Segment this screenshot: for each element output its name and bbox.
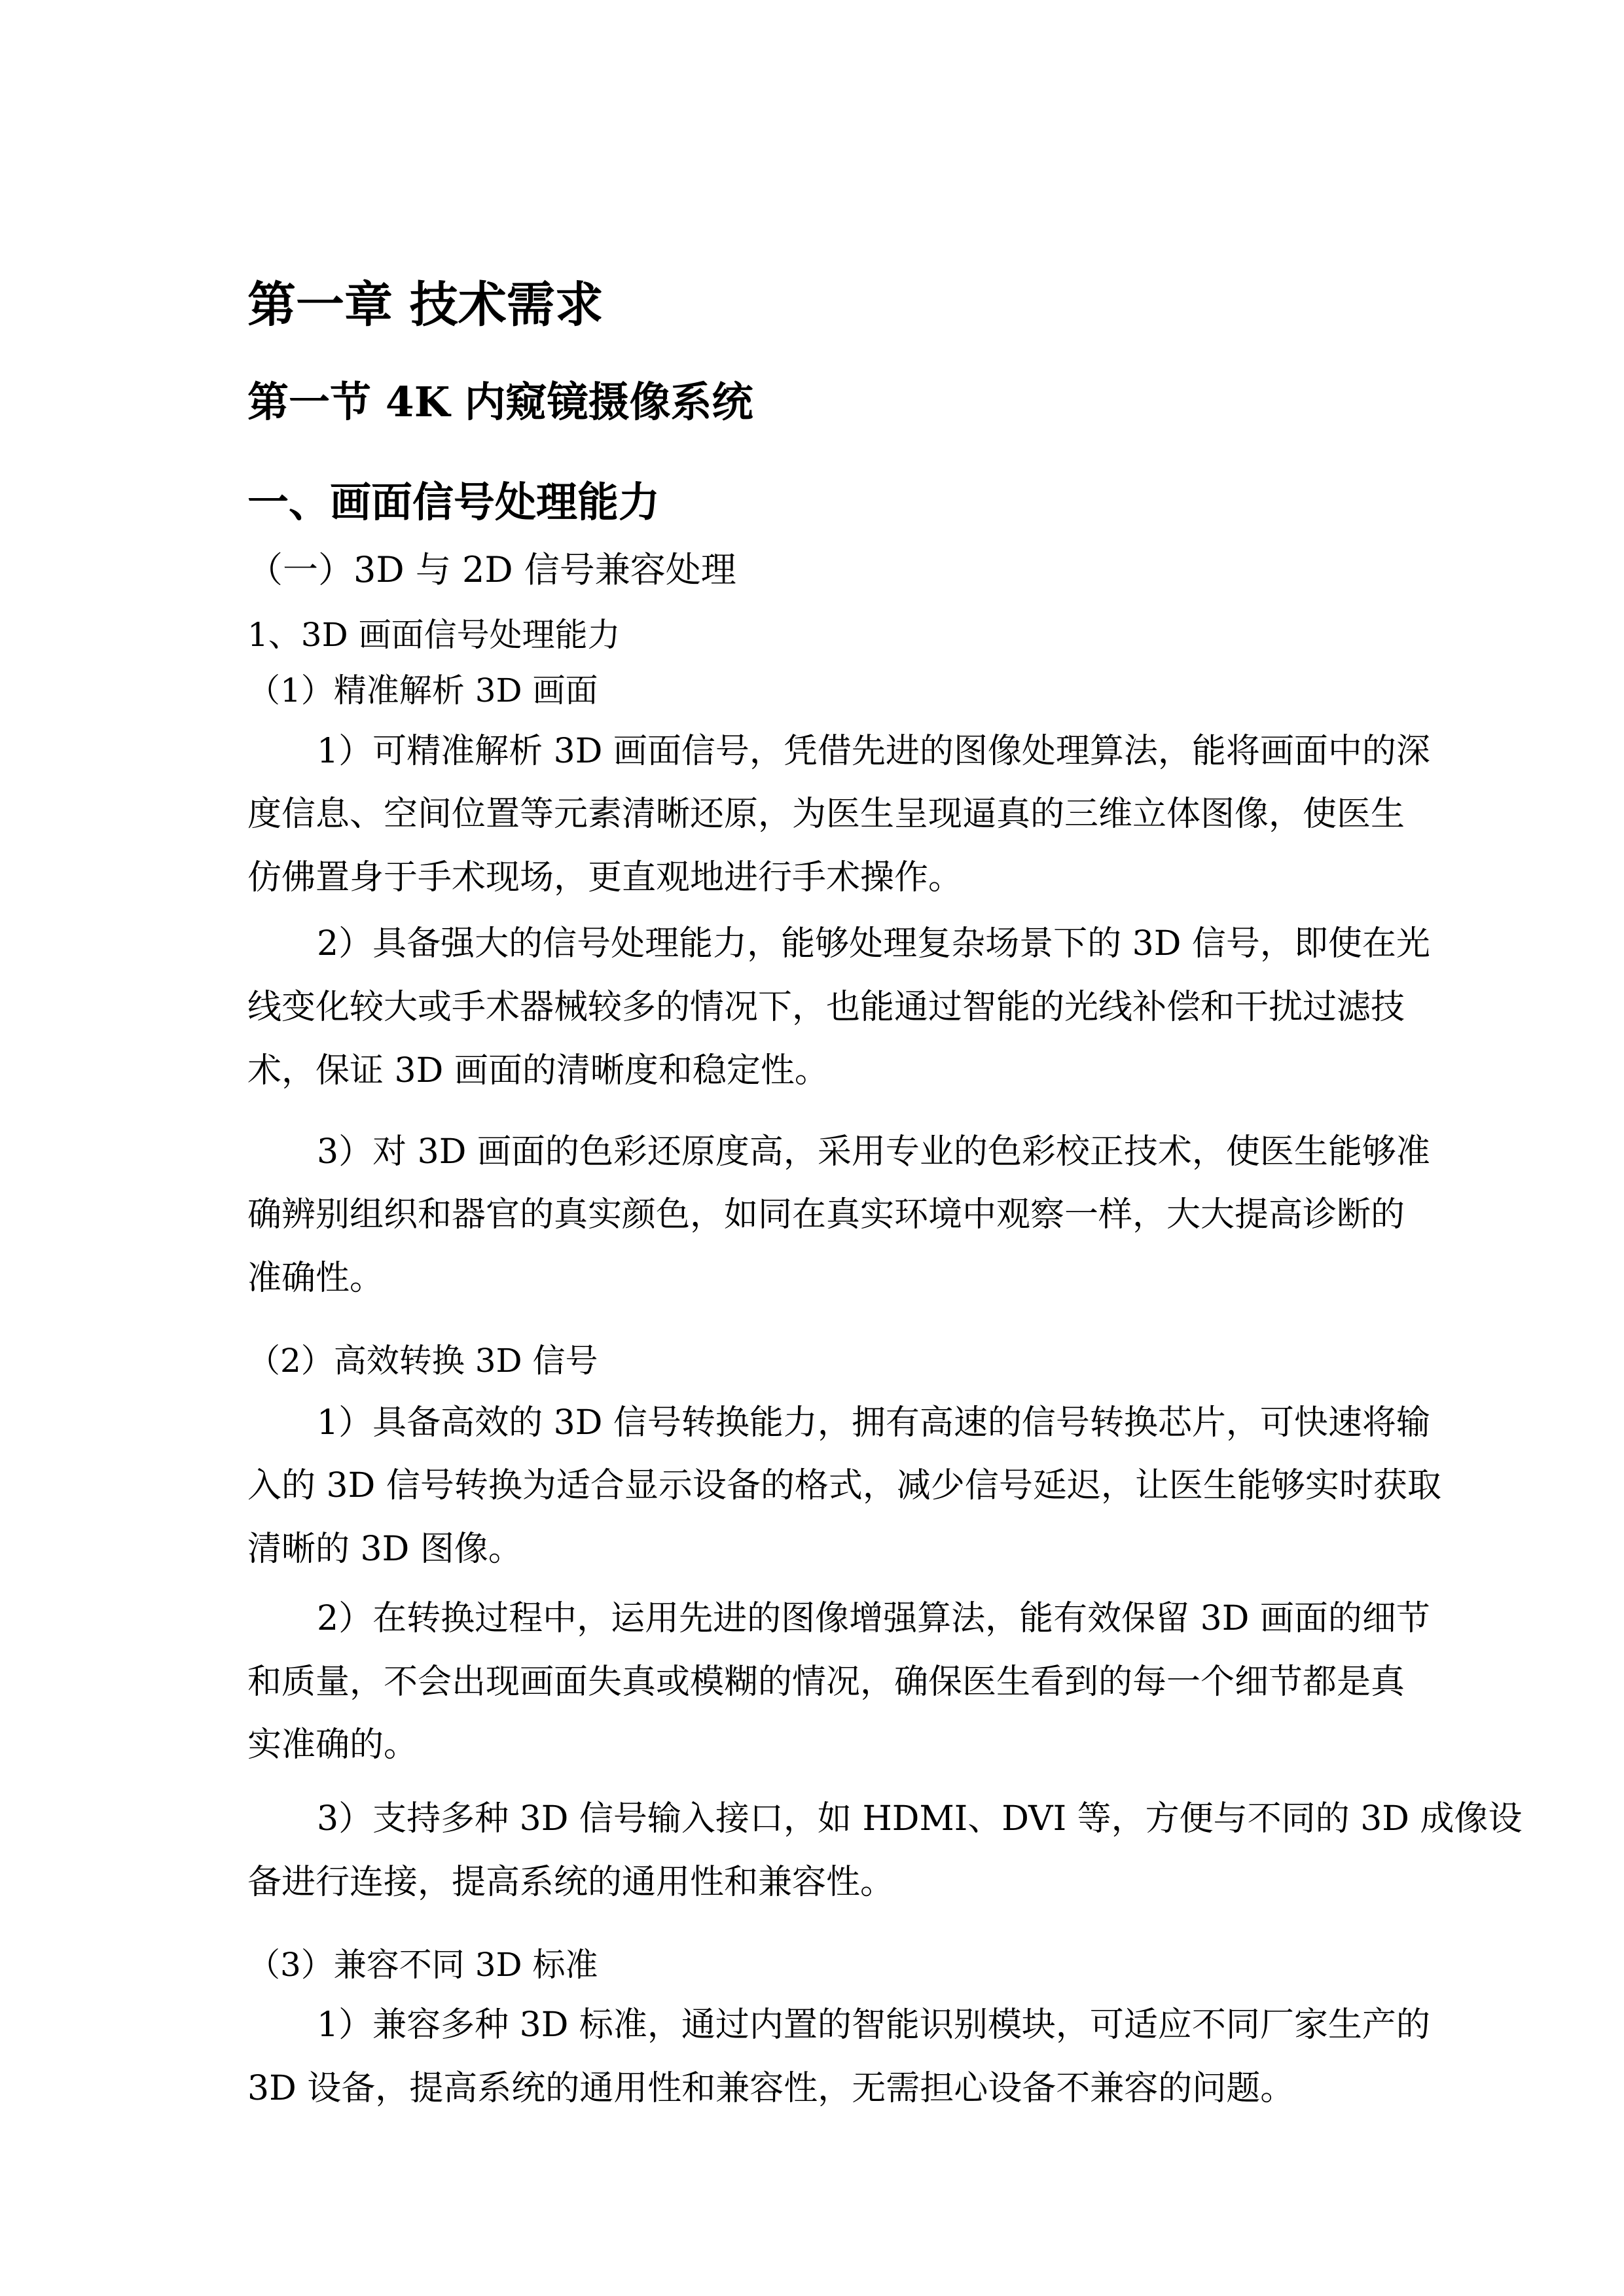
paragraph-line: 实准确的。 [247,1725,418,1765]
paragraph-line: 和质量，不会出现画面失真或模糊的情况，确保医生看到的每一个细节都是真 [247,1662,1405,1702]
paragraph-line: 2）在转换过程中，运用先进的图像增强算法，能有效保留 3D 画面的细节 [317,1599,1430,1638]
paragraph-line: 1）可精准解析 3D 画面信号，凭借先进的图像处理算法，能将画面中的深 [317,732,1430,771]
paragraph-line: 确辨别组织和器官的真实颜色，如同在真实环境中观察一样，大大提高诊断的 [247,1195,1405,1234]
paragraph-line: 3）对 3D 画面的色彩还原度高，采用专业的色彩校正技术，使医生能够准 [317,1132,1430,1172]
paragraph-line: 1）具备高效的 3D 信号转换能力，拥有高速的信号转换芯片，可快速将输 [317,1403,1430,1443]
item-title: 1、3D 画面信号处理能力 [247,616,621,654]
paragraph-line: 清晰的 3D 图像。 [247,1530,522,1569]
subitem-title: （3）兼容不同 3D 标准 [247,1946,598,1984]
paragraph-line: 准确性。 [247,1259,384,1298]
paragraph-line: 备进行连接，提高系统的通用性和兼容性。 [247,1863,895,1902]
paragraph-line: 1）兼容多种 3D 标准，通过内置的智能识别模块，可适应不同厂家生产的 [317,2005,1430,2045]
section-title: 第一节 4K 内窥镜摄像系统 [247,378,753,426]
paragraph-line: 入的 3D 信号转换为适合显示设备的格式，减少信号延迟，让医生能够实时获取 [247,1466,1441,1505]
part-title: 一、画面信号处理能力 [247,478,660,526]
paragraph-line: 3）支持多种 3D 信号输入接口，如 HDMI、DVI 等，方便与不同的 3D 成像设 [317,1799,1523,1839]
paragraph-line: 仿佛置身于手术现场，更直观地进行手术操作。 [247,858,963,897]
subitem-title: （1）精准解析 3D 画面 [247,672,598,709]
subpart-title: （一）3D 与 2D 信号兼容处理 [247,549,736,590]
paragraph-line: 术，保证 3D 画面的清晰度和稳定性。 [247,1051,829,1090]
paragraph-line: 2）具备强大的信号处理能力，能够处理复杂场景下的 3D 信号，即使在光 [317,924,1430,963]
paragraph-line: 3D 设备，提高系统的通用性和兼容性，无需担心设备不兼容的问题。 [247,2069,1295,2108]
paragraph-line: 度信息、空间位置等元素清晰还原，为医生呈现逼真的三维立体图像，使医生 [247,795,1405,834]
paragraph-line: 线变化较大或手术器械较多的情况下，也能通过智能的光线补偿和干扰过滤技 [247,988,1405,1027]
chapter-title: 第一章 技术需求 [247,277,604,333]
subitem-title: （2）高效转换 3D 信号 [247,1342,598,1380]
